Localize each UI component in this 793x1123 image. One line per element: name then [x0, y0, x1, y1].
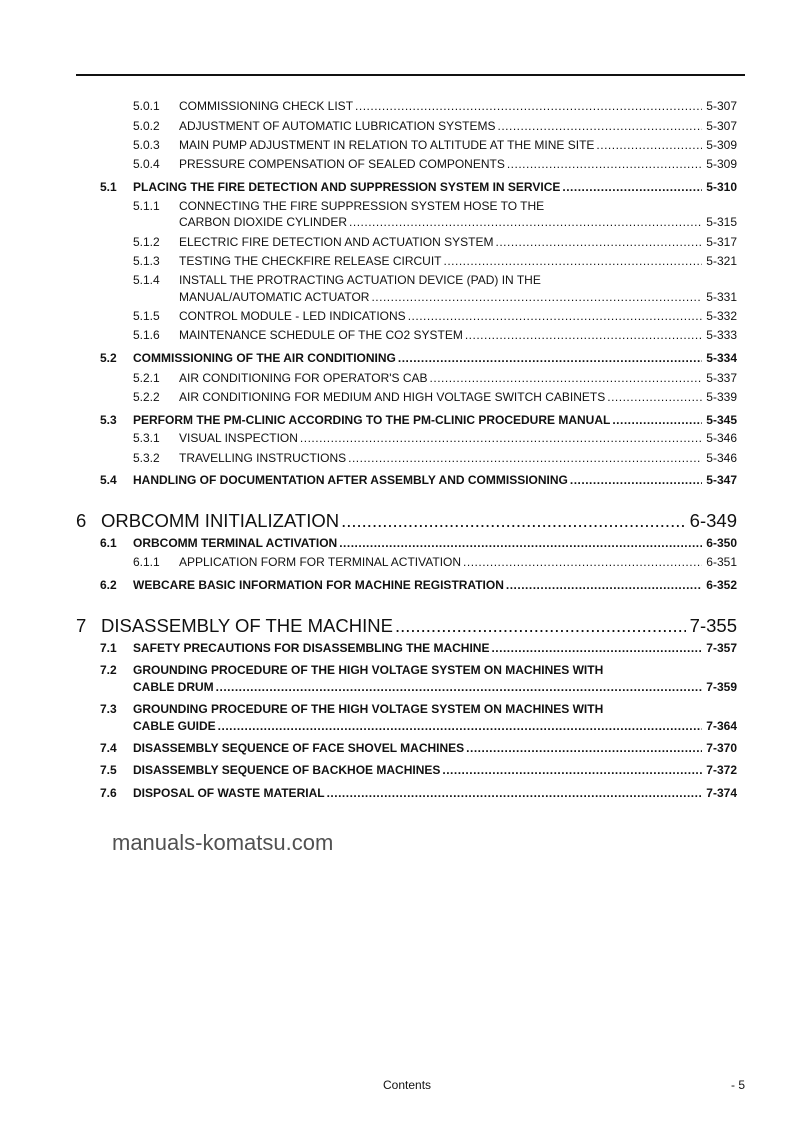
toc-entry-number: 6.1.1	[133, 555, 160, 569]
toc-entry-number: 5.1.1	[133, 199, 160, 213]
toc-entry-title: ORBCOMM INITIALIZATION	[101, 510, 340, 531]
toc-entry-number: 5.1	[100, 180, 117, 194]
toc-entry-number: 7.3	[100, 702, 117, 716]
toc-entry-number: 5.1.5	[133, 309, 160, 323]
toc-entry-title: VISUAL INSPECTION	[179, 431, 298, 445]
toc-entry-title: GROUNDING PROCEDURE OF THE HIGH VOLTAGE SYSTEM ON MACHINES WITH	[133, 663, 604, 677]
toc-entry-title: GROUNDING PROCEDURE OF THE HIGH VOLTAGE SYSTEM ON MACHINES WITH	[133, 702, 604, 716]
toc-entry-title: ADJUSTMENT OF AUTOMATIC LUBRICATION SYSTEMS	[179, 119, 496, 133]
toc-entry-title: PRESSURE COMPENSATION OF SEALED COMPONENTS	[179, 157, 505, 171]
toc-entry-number: 7.2	[100, 663, 117, 677]
dot-leader	[465, 328, 702, 342]
toc-entry-title: MAINTENANCE SCHEDULE OF THE CO2 SYSTEM	[179, 328, 463, 342]
toc-entry-title: WEBCARE BASIC INFORMATION FOR MACHINE REGISTRATION	[133, 578, 504, 592]
toc-entry-number: 7	[76, 615, 87, 636]
toc-entry-page: 7-359	[706, 680, 737, 694]
toc-entry-number: 5.2.1	[133, 371, 160, 385]
dot-leader	[612, 413, 702, 427]
toc-entry-page: 5-334	[706, 351, 737, 365]
toc-entry-number: 5.3.2	[133, 451, 160, 465]
toc-entry-title: DISPOSAL OF WASTE MATERIAL	[133, 786, 325, 800]
toc-entry-number: 5.1.2	[133, 235, 160, 249]
dot-leader	[349, 215, 702, 229]
toc-entry-number: 5.0.1	[133, 99, 160, 113]
toc-entry-title: INSTALL THE PROTRACTING ACTUATION DEVICE (PAD) IN THE	[179, 273, 541, 287]
toc-entry-page: 6-352	[706, 578, 737, 592]
dot-leader	[339, 536, 702, 550]
toc-entry-title: AIR CONDITIONING FOR MEDIUM AND HIGH VOLTAGE SWITCH CABINETS	[179, 390, 606, 404]
toc-entry-page: 5-321	[706, 254, 737, 268]
dot-leader	[443, 254, 702, 268]
toc-entry-title: HANDLING OF DOCUMENTATION AFTER ASSEMBLY AND COMMISSIONING	[133, 473, 568, 487]
toc-entry-page: 7-355	[689, 615, 737, 636]
toc-entry-title: ELECTRIC FIRE DETECTION AND ACTUATION SYSTEM	[179, 235, 494, 249]
dot-leader	[327, 786, 703, 800]
toc-entry-number: 7.6	[100, 786, 117, 800]
toc-entry-number: 6.1	[100, 536, 117, 550]
toc-entry-page: 5-310	[706, 180, 737, 194]
dot-leader	[491, 641, 702, 655]
toc-entry-number: 5.0.2	[133, 119, 160, 133]
toc-entry-page: 5-309	[706, 157, 737, 171]
toc-entry-page: 7-370	[706, 741, 737, 755]
toc-entry-page: 7-357	[706, 641, 737, 655]
toc-entry-number: 5.1.4	[133, 273, 160, 287]
toc-entry-title: CABLE GUIDE	[133, 719, 216, 733]
toc-entry-number: 7.5	[100, 763, 117, 777]
toc-entry-page: 6-351	[706, 555, 737, 569]
toc-entry-number: 5.2.2	[133, 390, 160, 404]
toc-entry-number: 5.0.4	[133, 157, 160, 171]
dot-leader	[596, 138, 702, 152]
toc-entry-title: TESTING THE CHECKFIRE RELEASE CIRCUIT	[179, 254, 442, 268]
toc-entry-title: PERFORM THE PM-CLINIC ACCORDING TO THE PM-CLINIC PROCEDURE MANUAL	[133, 413, 611, 427]
dot-leader	[495, 235, 702, 249]
toc-entry-title: DISASSEMBLY OF THE MACHINE	[101, 615, 393, 636]
toc-entry-title: TRAVELLING INSTRUCTIONS	[179, 451, 347, 465]
dot-leader	[463, 555, 702, 569]
dot-leader	[562, 180, 702, 194]
dot-leader	[507, 157, 702, 171]
dot-leader	[348, 451, 702, 465]
dot-leader	[497, 119, 702, 133]
dot-leader	[300, 431, 702, 445]
toc-entry-page: 5-347	[706, 473, 737, 487]
toc-entry-number: 7.1	[100, 641, 117, 655]
toc-entry-page: 5-337	[706, 371, 737, 385]
dot-leader	[395, 615, 686, 637]
toc-entry-title: COMMISSIONING CHECK LIST	[179, 99, 354, 113]
toc-entry-page: 5-309	[706, 138, 737, 152]
toc-entry-title: MAIN PUMP ADJUSTMENT IN RELATION TO ALTITUDE AT THE MINE SITE	[179, 138, 595, 152]
toc-entry-number: 5.1.6	[133, 328, 160, 342]
toc-entry-number: 5.4	[100, 473, 117, 487]
toc-entry-number: 5.2	[100, 351, 117, 365]
toc-entry-title: MANUAL/AUTOMATIC ACTUATOR	[179, 290, 370, 304]
toc-entry-page: 5-307	[706, 99, 737, 113]
footer-title: Contents	[383, 1078, 432, 1092]
toc-entry-number: 6.2	[100, 578, 117, 592]
toc-entry-number: 7.4	[100, 741, 117, 755]
dot-leader	[506, 578, 702, 592]
toc-entry-page: 5-331	[706, 290, 737, 304]
dot-leader	[607, 390, 702, 404]
toc-entry-title: DISASSEMBLY SEQUENCE OF BACKHOE MACHINES	[133, 763, 441, 777]
dot-leader	[218, 719, 703, 733]
toc-entry-title: APPLICATION FORM FOR TERMINAL ACTIVATION	[179, 555, 462, 569]
toc-entry-title: ORBCOMM TERMINAL ACTIVATION	[133, 536, 338, 550]
dot-leader	[341, 510, 686, 532]
toc-entry-page: 6-350	[706, 536, 737, 550]
dot-leader	[355, 99, 702, 113]
toc-entry-number: 6	[76, 510, 87, 531]
toc-entry-title: COMMISSIONING OF THE AIR CONDITIONING	[133, 351, 396, 365]
toc-entry-page: 5-332	[706, 309, 737, 323]
toc-entry-page: 7-372	[706, 763, 737, 777]
dot-leader	[570, 473, 702, 487]
toc-entry-title: CARBON DIOXIDE CYLINDER	[179, 215, 348, 229]
dot-leader	[398, 351, 702, 365]
footer-page-number: - 5	[730, 1078, 745, 1092]
toc-entry-page: 6-349	[689, 510, 737, 531]
watermark: manuals-komatsu.com	[112, 830, 334, 855]
toc-entry-page: 7-364	[706, 719, 737, 733]
dot-leader	[466, 741, 702, 755]
dot-leader	[442, 763, 702, 777]
header-rule	[76, 74, 745, 76]
toc-entry-title: PLACING THE FIRE DETECTION AND SUPPRESSION SYSTEM IN SERVICE	[133, 180, 561, 194]
toc-entry-title: CONTROL MODULE - LED INDICATIONS	[179, 309, 406, 323]
toc-entry-page: 5-333	[706, 328, 737, 342]
toc-entry-number: 5.3.1	[133, 431, 160, 445]
toc-entry-title: SAFETY PRECAUTIONS FOR DISASSEMBLING THE MACHINE	[133, 641, 490, 655]
dot-leader	[430, 371, 703, 385]
toc-entry-page: 5-317	[706, 235, 737, 249]
dot-leader	[371, 290, 702, 304]
toc-entry-number: 5.0.3	[133, 138, 160, 152]
dot-leader	[408, 309, 703, 323]
toc-entry-title: AIR CONDITIONING FOR OPERATOR'S CAB	[179, 371, 428, 385]
toc-entry-title: DISASSEMBLY SEQUENCE OF FACE SHOVEL MACHINES	[133, 741, 465, 755]
toc-entry-title: CABLE DRUM	[133, 680, 214, 694]
toc-entry-page: 5-307	[706, 119, 737, 133]
dot-leader	[216, 680, 703, 694]
toc-entry-page: 5-346	[706, 451, 737, 465]
toc-entry-title: CONNECTING THE FIRE SUPPRESSION SYSTEM HOSE TO THE	[179, 199, 545, 213]
toc-entry-page: 7-374	[706, 786, 737, 800]
toc-entry-page: 5-339	[706, 390, 737, 404]
toc-entry-number: 5.3	[100, 413, 117, 427]
toc-entry-page: 5-345	[706, 413, 737, 427]
toc-entry-number: 5.1.3	[133, 254, 160, 268]
toc-entry-page: 5-315	[706, 215, 737, 229]
toc-entry-page: 5-346	[706, 431, 737, 445]
